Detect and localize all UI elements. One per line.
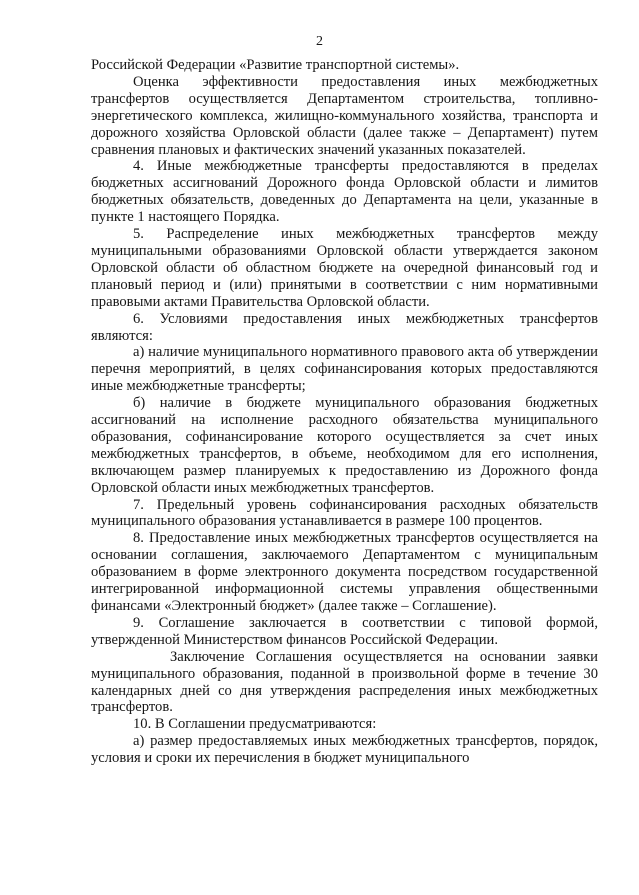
paragraph-item-10a: а) размер предоставляемых иных межбюджетных трансфертов, порядок, условия и сроки их перечисления в бюджет муниципального xyxy=(91,733,598,767)
paragraph-continuation: Российской Федерации «Развитие транспортной системы». xyxy=(91,57,460,73)
paragraph-item-7: 7. Предельный уровень софинансирования расходных обязательств муниципального образования устанавливается в размере 100 процентов. xyxy=(91,496,598,530)
document-body xyxy=(91,57,598,767)
paragraph-item-8: 8. Предоставление иных межбюджетных трансфертов осуществляется на основании соглашения, заключаемого Департаментом с муниципальным образованием в форме электронного документа посредством государственной интегрированной информационной системы управления общественными финансами «Электронный бюджет» (далее также – Соглашение). xyxy=(91,530,598,614)
paragraph-item-5: 5. Распределение иных межбюджетных трансфертов между муниципальными образованиями Орловской области утверждается законом Орловской области об областном бюджете на очередной финансовый год и плановый период и (или) принятыми в соответствии с ним нормативными правовыми актами Правительства Орловской области. xyxy=(91,226,598,310)
paragraph-efficiency-assessment: Оценка эффективности предоставления иных межбюджетных трансфертов осуществляется Департаментом строительства, топливно-энергетического комплекса, жилищно-коммунального хозяйства, транспорта и дорожного хозяйства Орловской области (далее также – Департамент) путем сравнения плановых и фактических значений указанных показателей. xyxy=(91,73,598,158)
paragraph-item-6: 6. Условиями предоставления иных межбюджетных трансфертов являются: xyxy=(91,310,598,344)
paragraph-item-6a: а) наличие муниципального нормативного правового акта об утверждении перечня мероприятий, в целях софинансирования которых предоставляются иные межбюджетные трансферты; xyxy=(91,344,598,395)
paragraph-item-10: 10. В Соглашении предусматриваются: xyxy=(133,716,377,733)
paragraph-item-6b: б) наличие в бюджете муниципального образования бюджетных ассигнований на исполнение расходного обязательства муниципального образования, софинансирование которого осуществляется за счет иных межбюджетных трансфертов, в объеме, необходимом для его исполнения, включающем размер планируемых к предоставлению из Дорожного фонда Орловской области иных межбюджетных трансфертов. xyxy=(91,395,598,496)
paragraph-agreement-conclusion: Заключение Соглашения осуществляется на основании заявки муниципального образования, поданной в произвольной форме в течение 30 календарных дней со дня утверждения распределения иных межбюджетных трансфертов. xyxy=(91,648,598,716)
paragraph-item-9: 9. Соглашение заключается в соответствии с типовой формой, утвержденной Министерством финансов Российской Федерации. xyxy=(91,614,598,648)
paragraph-item-4: 4. Иные межбюджетные трансферты предоставляются в пределах бюджетных ассигнований Дорожного фонда Орловской области и лимитов бюджетных обязательств, доведенных до Департамента на цели, указанные в пункте 1 настоящего Порядка. xyxy=(91,158,598,226)
page-number: 2 xyxy=(316,34,323,49)
